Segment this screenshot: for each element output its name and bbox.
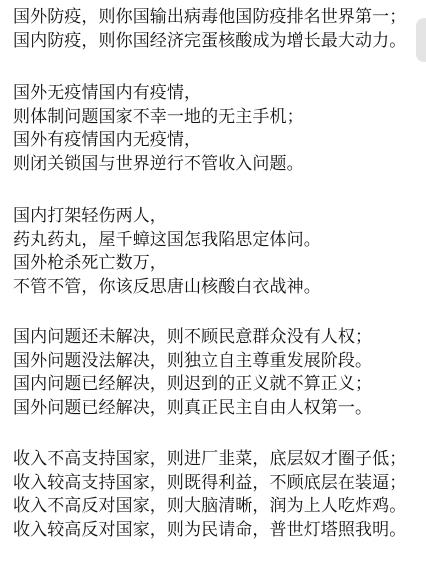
text-line: 药丸药丸，屋千蟑这国怎我陷思定体问。	[13, 229, 321, 250]
stanza-epidemic-prevention	[13, 6, 415, 53]
text-line: 国内问题已经解决，则迟到的正义就不算正义；	[13, 374, 373, 394]
text-line: 国内防疫，则你国经济完蛋核酸成为增长最大动力。	[13, 30, 407, 51]
text-line: 收入较高反对国家，则为民请命，普世灯塔照我明。	[13, 519, 407, 540]
text-line: 国外有疫情国内无疫情，	[13, 130, 202, 150]
text-line: 国外问题没法解决，则独立自主尊重发展阶段。	[13, 350, 373, 371]
stanza-violence	[13, 205, 415, 299]
text-line: 国外问题已经解决，则真正民主自由人权第一。	[13, 397, 373, 418]
text-line: 收入不高支持国家，则进厂韭菜，底层奴才圈子低；	[13, 449, 407, 469]
text-line: 收入不高反对国家，则大脑清晰，润为上人吃炸鸡。	[13, 496, 407, 516]
text-line: 国内问题还未解决，则不顾民意群众没有人权；	[13, 327, 373, 347]
text-line: 国外防疫，则你国输出病毒他国防疫排名世界第一；	[13, 7, 407, 27]
text-line: 收入较高支持国家，则既得利益，不顾底层在装逼；	[13, 472, 407, 493]
text-line: 不管不管，你该反思唐山核酸白衣战神。	[13, 276, 321, 297]
scroll-edge-handle[interactable]	[416, 18, 426, 62]
stanza-problems	[13, 326, 415, 420]
text-line: 则闭关锁国与世界逆行不管收入问题。	[13, 153, 304, 174]
text-line: 国外枪杀死亡数万，	[13, 253, 167, 273]
text-line: 则体制问题国家不幸一地的无主手机；	[13, 106, 304, 127]
text-line: 国外无疫情国内有疫情，	[13, 83, 202, 103]
stanza-epidemic-status	[13, 82, 415, 176]
text-line: 国内打架轻伤两人，	[13, 206, 167, 226]
stanza-income	[13, 448, 415, 542]
